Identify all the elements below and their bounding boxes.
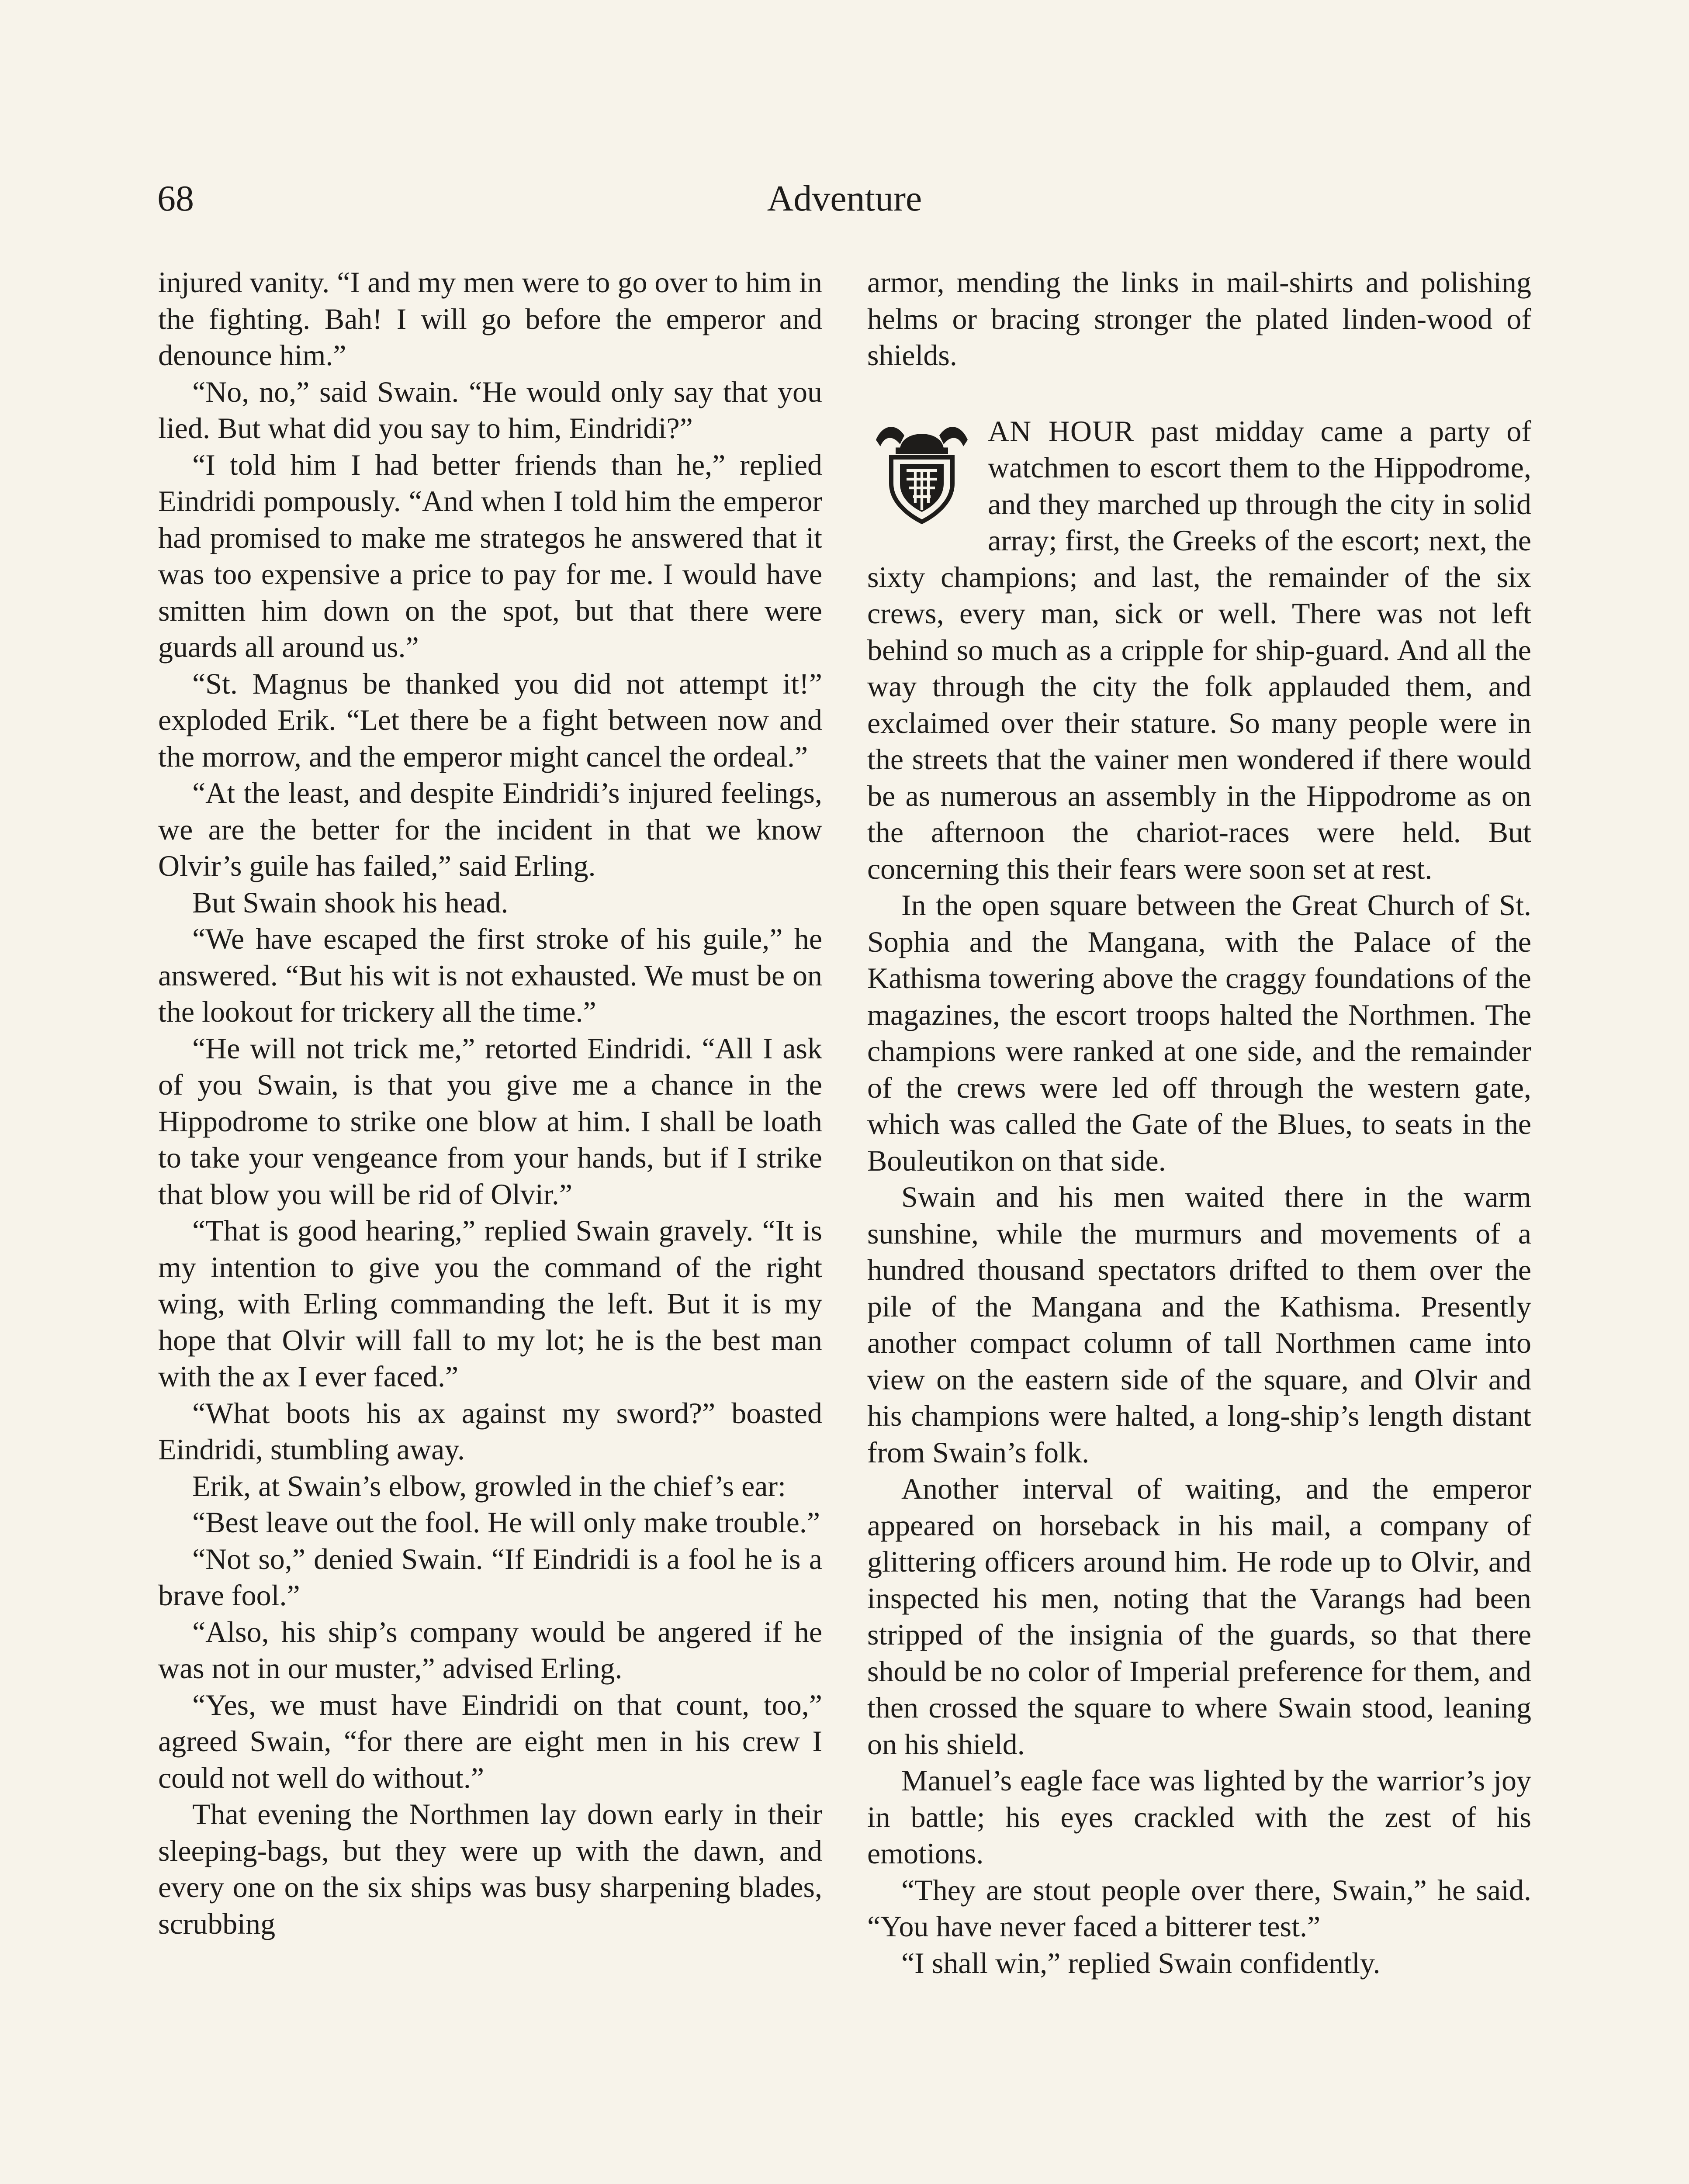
paragraph: “What boots his ax against my sword?” boasted Eindridi, stumbling away. (158, 1396, 822, 1466)
paragraph: That evening the Northmen lay down early in their sleeping-bags, but they were up with the dawn, and every one on the six ships was busy sharpening blades, scrubbing (158, 1797, 822, 1940)
paragraph: “No, no,” said Swain. “He would only say that you lied. But what did you say to him, Eindridi?” (158, 375, 822, 445)
paragraph: Erik, at Swain’s elbow, growled in the chief’s ear: (192, 1469, 786, 1503)
paragraph: “I told him I had better friends than he,” replied Eindridi pompously. “And when I told him the emperor had promised to make me strategos he answered that it was too expensive a price to pay for me. I would have smitten him down on the spot, but that there were guards all around us.” (158, 448, 822, 663)
paragraph: “At the least, and despite Eindridi’s injured feelings, we are the better for the incident in that we know Olvir’s guile has failed,” said Erling. (158, 776, 822, 882)
paragraph: “Yes, we must have Eindridi on that count, too,” agreed Swain, “for there are eight men in his crew I could not well do without.” (158, 1688, 822, 1794)
paragraph: But Swain shook his head. (192, 885, 509, 919)
section-opening-paragraph (867, 413, 1531, 888)
paragraph: “St. Magnus be thanked you did not attempt it!” exploded Erik. “Let there be a fight between now and the morrow, and the emperor might cancel the ordeal.” (158, 667, 822, 773)
paragraph: “They are stout people over there, Swain,” he said. “You have never faced a bitterer test.” (867, 1873, 1531, 1943)
page-number: 68 (157, 178, 194, 219)
paragraph: “I shall win,” replied Swain confidently. (901, 1946, 1381, 1980)
paragraph: “Best leave out the fool. He will only make trouble.” (192, 1506, 820, 1539)
paragraph: “We have escaped the first stroke of his guile,” he answered. “But his wit is not exhausted. We must be on the lookout for trickery all the time.” (158, 922, 822, 1028)
paragraph: injured vanity. “I and my men were to go over to him in the fighting. Bah! I will go before the emperor and denounce him.” (158, 266, 822, 372)
paragraph: Manuel’s eagle face was lighted by the warrior’s joy in battle; his eyes crackled with the zest of his emotions. (867, 1764, 1531, 1870)
running-title: Adventure (767, 178, 922, 219)
paragraph: “Not so,” denied Swain. “If Eindridi is a fool he is a brave fool.” (158, 1542, 822, 1612)
continued-paragraph: armor, mending the links in mail-shirts and polishing helms or bracing stronger the plated linden-wood of shields. (867, 266, 1531, 372)
paragraph: “That is good hearing,” replied Swain gravely. “It is my intention to give you the command of the right wing, with Erling commanding the left. But it is my hope that Olvir will fall to my lot; he is the best man with the ax I ever faced.” (158, 1214, 822, 1393)
paragraph: “He will not trick me,” retorted Eindridi. “All I ask of you Swain, is that you give me a chance in the Hippodrome to strike one blow at him. I shall be loath to take your vengeance from your hands, but if I strike that blow you will be rid of Olvir.” (158, 1031, 822, 1211)
paragraph: Another interval of waiting, and the emperor appeared on horseback in his mail, a company of glittering officers around him. He rode up to Olvir, and inspected his men, noting that the Varangs had been stripped of the insignia of the guards, so that there should be no color of Imperial preference for them, and then crossed the square to where Swain stood, leaning on his shield. (867, 1472, 1531, 1761)
section-lead-caps: AN HOUR (988, 414, 1135, 448)
paragraph: “Also, his ship’s company would be angered if he was not in our muster,” advised Erling. (158, 1615, 822, 1685)
left-column (158, 264, 822, 1942)
paragraph: Swain and his men waited there in the warm sunshine, while the murmurs and movements of a hundred thousand spectators drifted to them over the pile of the Mangana and the Kathisma. Presently another compact column of tall Northmen came into view on the eastern side of the square, and Olvir and his champions were halted, a long-ship’s length distant from Swain’s folk. (867, 1180, 1531, 1469)
right-column (867, 264, 1531, 1981)
section-lead-text: past midday came a party of watchmen to escort them to the Hippodrome, and they marched up through the city in solid array; first, the Greeks of the escort; next, the sixty champions; and last, the remainder of the six crews, every man, sick or well. There was not left behind so much as a cripple for ship-guard. And all the way through the city the folk applauded them, and exclaimed over their stature. So many people were in the streets that the vainer men wondered if there would be as numerous an assembly in the Hippodrome as on the afternoon the chariot-races were held. But concerning this their fears were soon set at rest. (867, 414, 1531, 885)
paragraph: In the open square between the Great Church of St. Sophia and the Mangana, with the Palace of the Kathisma towering above the craggy foundations of the magazines, the escort troops halted the Northmen. The champions were ranked at one side, and the remainder of the crews were led off through the western gate, which was called the Gate of the Blues, to seats in the Bouleutikon on that side. (867, 888, 1531, 1177)
page-header (157, 173, 1532, 225)
helmet-shield-ornament-icon (867, 416, 976, 525)
